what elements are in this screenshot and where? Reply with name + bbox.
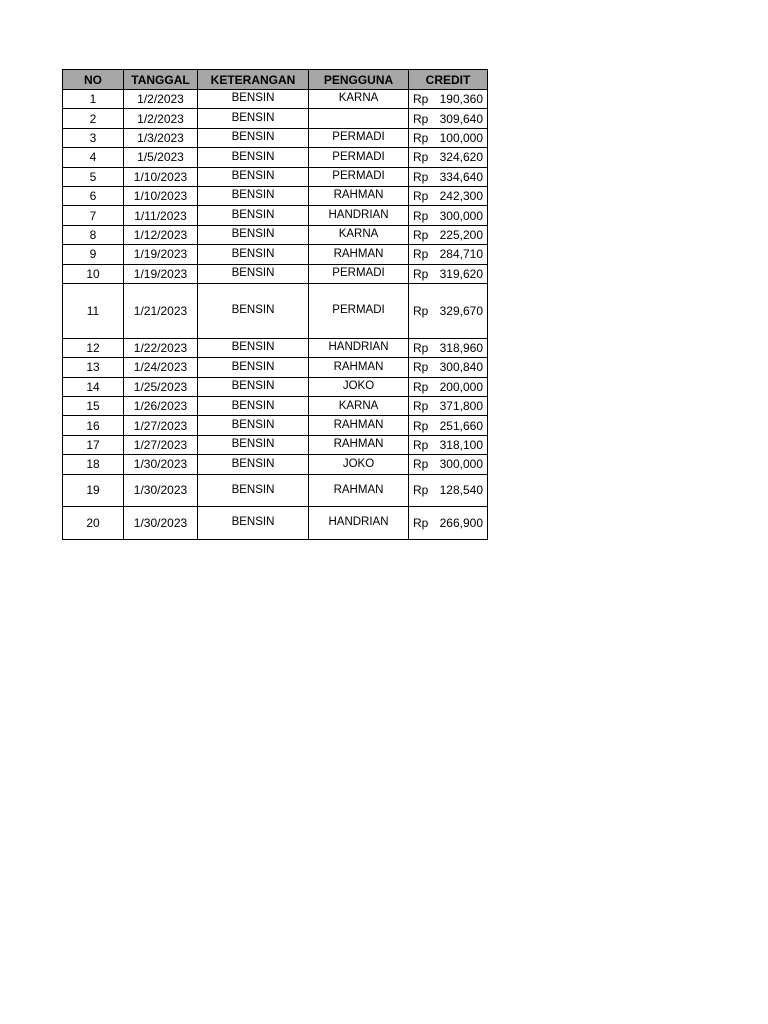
credit-amount: 318,960 [439,341,483,356]
cell-keterangan: BENSIN [198,225,309,244]
cell-keterangan: BENSIN [198,507,309,540]
cell-no: 18 [63,455,124,474]
cell-keterangan: BENSIN [198,148,309,167]
cell-no: 7 [63,206,124,225]
cell-tanggal: 1/25/2023 [124,377,198,396]
cell-no: 17 [63,435,124,454]
cell-keterangan: BENSIN [198,109,309,128]
credit-amount: 284,710 [439,247,483,262]
credit-amount: 300,840 [439,360,483,375]
credit-currency: Rp [413,247,429,262]
credit-currency: Rp [413,130,429,145]
credit-currency: Rp [413,341,429,356]
cell-keterangan: BENSIN [198,167,309,186]
credit-amount: 251,660 [439,418,483,433]
credit-amount: 100,000 [439,130,483,145]
cell-keterangan: BENSIN [198,283,309,338]
cell-tanggal: 1/30/2023 [124,507,198,540]
credit-currency: Rp [413,227,429,242]
cell-pengguna: RAHMAN [309,474,409,507]
cell-pengguna: PERMADI [309,264,409,283]
cell-keterangan: BENSIN [198,377,309,396]
cell-tanggal: 1/27/2023 [124,435,198,454]
cell-credit [409,507,488,540]
cell-credit [409,167,488,186]
credit-amount: 200,000 [439,379,483,394]
cell-pengguna: PERMADI [309,283,409,338]
credit-currency: Rp [413,360,429,375]
cell-tanggal: 1/19/2023 [124,264,198,283]
credit-amount: 300,000 [439,208,483,223]
table-row [63,435,488,454]
cell-pengguna: RAHMAN [309,435,409,454]
cell-tanggal: 1/26/2023 [124,397,198,416]
header-tanggal: TANGGAL [124,70,198,90]
table-row [63,377,488,396]
cell-keterangan: BENSIN [198,474,309,507]
cell-credit [409,90,488,109]
cell-tanggal: 1/2/2023 [124,90,198,109]
cell-credit [409,148,488,167]
cell-tanggal: 1/30/2023 [124,474,198,507]
table-row [63,358,488,377]
cell-credit [409,245,488,264]
credit-currency: Rp [413,266,429,281]
table-row [63,338,488,357]
cell-keterangan: BENSIN [198,90,309,109]
cell-keterangan: BENSIN [198,435,309,454]
credit-currency: Rp [413,169,429,184]
cell-credit [409,474,488,507]
cell-no: 15 [63,397,124,416]
cell-pengguna: KARNA [309,397,409,416]
credit-currency: Rp [413,457,429,472]
cell-keterangan: BENSIN [198,358,309,377]
credit-amount: 266,900 [439,515,483,530]
cell-tanggal: 1/27/2023 [124,416,198,435]
credit-currency: Rp [413,438,429,453]
credit-amount: 300,000 [439,457,483,472]
credit-amount: 324,620 [439,150,483,165]
credit-currency: Rp [413,515,429,530]
cell-tanggal: 1/3/2023 [124,128,198,147]
cell-credit [409,377,488,396]
credit-amount: 309,640 [439,111,483,126]
credit-amount: 318,100 [439,438,483,453]
header-no: NO [63,70,124,90]
credit-currency: Rp [413,303,429,318]
cell-credit [409,264,488,283]
cell-pengguna: PERMADI [309,128,409,147]
cell-credit [409,283,488,338]
header-keterangan: KETERANGAN [198,70,309,90]
credit-currency: Rp [413,150,429,165]
cell-no: 12 [63,338,124,357]
cell-credit [409,435,488,454]
credit-currency: Rp [413,418,429,433]
table-row [63,128,488,147]
credit-amount: 242,300 [439,189,483,204]
cell-no: 1 [63,90,124,109]
cell-keterangan: BENSIN [198,245,309,264]
cell-no: 20 [63,507,124,540]
cell-tanggal: 1/5/2023 [124,148,198,167]
table-row [63,245,488,264]
table-row [63,416,488,435]
cell-tanggal: 1/2/2023 [124,109,198,128]
cell-pengguna: RAHMAN [309,416,409,435]
credit-amount: 371,800 [439,399,483,414]
cell-tanggal: 1/22/2023 [124,338,198,357]
cell-no: 11 [63,283,124,338]
cell-keterangan: BENSIN [198,206,309,225]
cell-pengguna: HANDRIAN [309,507,409,540]
table-row [63,167,488,186]
cell-keterangan: BENSIN [198,186,309,205]
table-row [63,397,488,416]
cell-keterangan: BENSIN [198,128,309,147]
cell-tanggal: 1/12/2023 [124,225,198,244]
table-row [63,109,488,128]
cell-no: 8 [63,225,124,244]
table-row [63,474,488,507]
cell-credit [409,358,488,377]
credit-amount: 190,360 [439,92,483,107]
cell-no: 6 [63,186,124,205]
cell-tanggal: 1/10/2023 [124,167,198,186]
table-row [63,186,488,205]
cell-credit [409,338,488,357]
cell-no: 13 [63,358,124,377]
cell-tanggal: 1/10/2023 [124,186,198,205]
cell-pengguna: JOKO [309,455,409,474]
cell-credit [409,225,488,244]
cell-credit [409,455,488,474]
table-row [63,90,488,109]
credit-amount: 225,200 [439,227,483,242]
cell-tanggal: 1/24/2023 [124,358,198,377]
cell-tanggal: 1/21/2023 [124,283,198,338]
credit-currency: Rp [413,189,429,204]
cell-credit [409,416,488,435]
credit-currency: Rp [413,379,429,394]
cell-no: 9 [63,245,124,264]
cell-no: 10 [63,264,124,283]
cell-no: 3 [63,128,124,147]
cell-keterangan: BENSIN [198,264,309,283]
credit-currency: Rp [413,92,429,107]
cell-tanggal: 1/19/2023 [124,245,198,264]
cell-no: 5 [63,167,124,186]
cell-pengguna: KARNA [309,90,409,109]
credit-currency: Rp [413,483,429,498]
cell-credit [409,186,488,205]
table-body [63,90,488,540]
header-row [63,70,488,90]
cell-pengguna: PERMADI [309,148,409,167]
cell-no: 4 [63,148,124,167]
cell-credit [409,128,488,147]
header-credit: CREDIT [409,70,488,90]
table-row [63,148,488,167]
credit-amount: 329,670 [439,303,483,318]
table-row [63,264,488,283]
table-row [63,455,488,474]
cell-keterangan: BENSIN [198,338,309,357]
cell-credit [409,206,488,225]
credit-amount: 128,540 [439,483,483,498]
cell-pengguna: RAHMAN [309,358,409,377]
cell-no: 19 [63,474,124,507]
credit-currency: Rp [413,208,429,223]
header-pengguna: PENGGUNA [309,70,409,90]
table-row [63,206,488,225]
credit-currency: Rp [413,399,429,414]
cell-no: 14 [63,377,124,396]
table-row [63,225,488,244]
cell-tanggal: 1/30/2023 [124,455,198,474]
cell-pengguna [309,109,409,128]
cell-keterangan: BENSIN [198,455,309,474]
cell-pengguna: KARNA [309,225,409,244]
cell-no: 16 [63,416,124,435]
credit-currency: Rp [413,111,429,126]
cell-keterangan: BENSIN [198,397,309,416]
cell-pengguna: PERMADI [309,167,409,186]
cell-pengguna: RAHMAN [309,186,409,205]
cell-pengguna: JOKO [309,377,409,396]
table-row [63,507,488,540]
cell-keterangan: BENSIN [198,416,309,435]
cell-credit [409,109,488,128]
cell-tanggal: 1/11/2023 [124,206,198,225]
cell-pengguna: HANDRIAN [309,338,409,357]
cell-credit [409,397,488,416]
credit-amount: 334,640 [439,169,483,184]
cell-pengguna: RAHMAN [309,245,409,264]
credit-amount: 319,620 [439,266,483,281]
cell-pengguna: HANDRIAN [309,206,409,225]
fuel-expense-table [62,69,488,540]
cell-no: 2 [63,109,124,128]
table-row [63,283,488,338]
